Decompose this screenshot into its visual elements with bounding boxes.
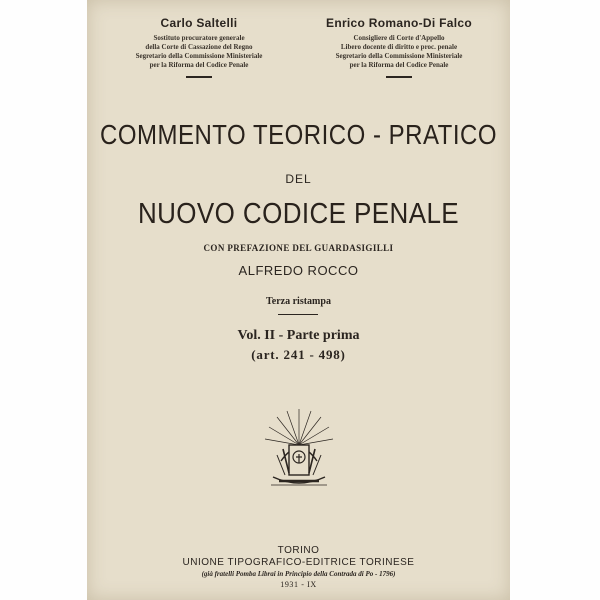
author-role: della Corte di Cassazione del Regno bbox=[145, 43, 253, 51]
author-name: Carlo Saltelli bbox=[160, 16, 238, 30]
author-role: Segretario della Commissione Ministeriale bbox=[335, 52, 463, 60]
author-divider bbox=[186, 76, 212, 78]
book-title-connector: DEL bbox=[285, 172, 312, 186]
imprint-formerly: (già fratelli Pomba Librai in Principio della Contrada di Po - 1796) bbox=[201, 570, 396, 578]
author-block-saltelli bbox=[99, 16, 299, 78]
author-role: Consigliere di Corte d'Appello bbox=[353, 34, 445, 42]
author-role: per la Riforma del Codice Penale bbox=[149, 61, 249, 69]
articles-range: (art. 241 - 498) bbox=[251, 347, 346, 362]
author-block-romano-di-falco bbox=[299, 16, 499, 78]
imprint-city: TORINO bbox=[277, 545, 320, 556]
publisher-emblem-icon bbox=[259, 405, 339, 495]
author-divider bbox=[386, 76, 412, 78]
preface-line: CON PREFAZIONE DEL GUARDASIGILLI bbox=[203, 243, 394, 253]
title-page bbox=[87, 0, 510, 600]
author-name: Enrico Romano-Di Falco bbox=[326, 16, 472, 30]
author-role: Libero docente di diritto e proc. penale bbox=[340, 43, 458, 51]
author-role: Segretario della Commissione Ministeriale bbox=[135, 52, 263, 60]
volume-label: Vol. II - Parte prima bbox=[237, 328, 360, 343]
preface-author: ALFREDO ROCCO bbox=[238, 263, 359, 278]
book-title-sub: NUOVO CODICE PENALE bbox=[137, 196, 460, 230]
author-role: Sostituto procuratore generale bbox=[153, 34, 245, 42]
book-title-main: COMMENTO TEORICO - PRATICO bbox=[99, 119, 497, 151]
authors-header bbox=[87, 16, 510, 96]
edition-divider bbox=[278, 314, 318, 315]
imprint-year: 1931 - IX bbox=[280, 580, 317, 589]
edition-label: Terza ristampa bbox=[266, 296, 331, 307]
imprint-publisher: UNIONE TIPOGRAFICO-EDITRICE TORINESE bbox=[182, 557, 415, 568]
author-role: per la Riforma del Codice Penale bbox=[349, 61, 449, 69]
